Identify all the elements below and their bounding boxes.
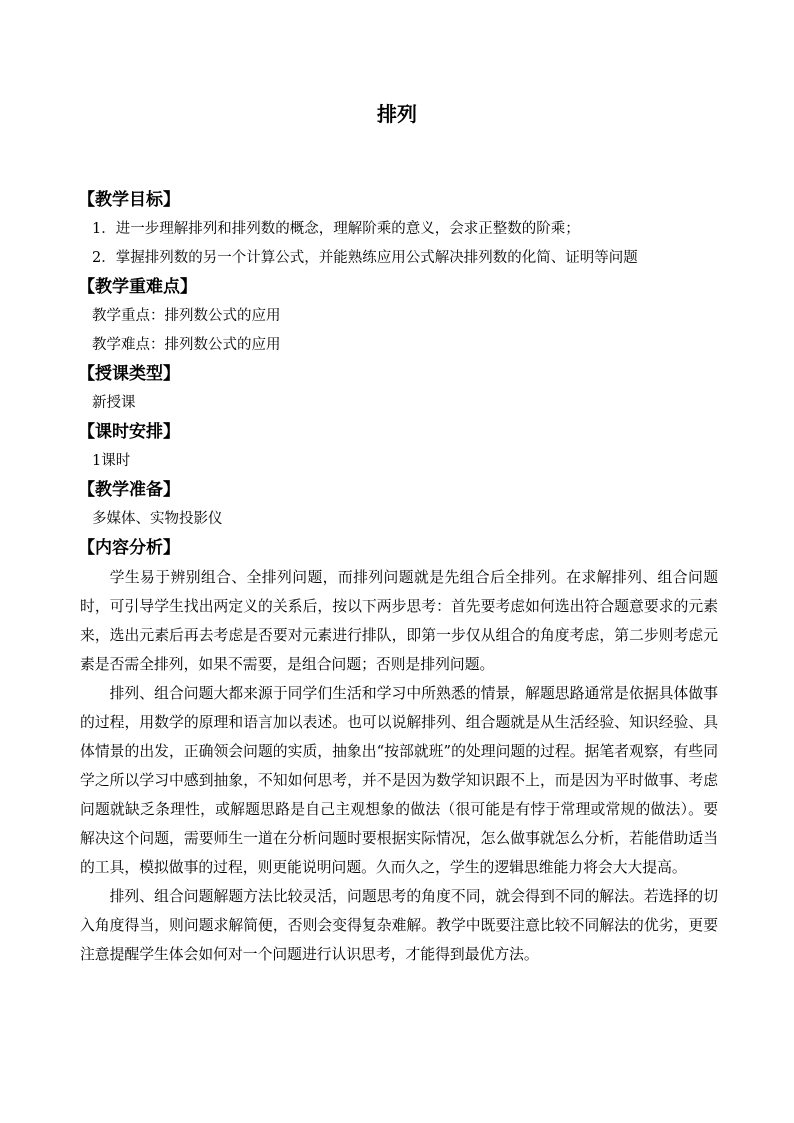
key-point-difficulty: 教学难点：排列数公式的应用 (92, 337, 281, 353)
preparation-text: 多媒体、实物投影仪 (92, 511, 223, 527)
schedule-text: 1课时 (92, 453, 131, 469)
analysis-paragraph-1: 学生易于辨别组合、全排列问题，而排列问题就是先组合后全排列。在求解排列、组合问题时，可引导学生找出两定义的关系后，按以下两步思考：首先要考虑如何选出符合题意要求的元素来，选出元素后再去考虑是否要对元素进行排队，即第一步仅从组合的角度考虑，第二步则考虑元素是否需全排列，如果不需要，是组合问题；否则是排列问题。 (80, 569, 718, 673)
section-heading-analysis: 【内容分析】 (78, 538, 180, 558)
section-heading-objectives: 【教学目标】 (78, 190, 180, 210)
section-heading-schedule: 【课时安排】 (78, 422, 180, 442)
document-title: 排列 (377, 102, 417, 126)
key-point-focus: 教学重点：排列数公式的应用 (92, 308, 281, 324)
section-heading-lesson-type: 【授课类型】 (78, 364, 180, 384)
analysis-paragraph-2: 排列、组合问题大都来源于同学们生活和学习中所熟悉的情景，解题思路通常是依据具体做事的过程，用数学的原理和语言加以表述。也可以说解排列、组合题就是从生活经验、知识经验、具体情景的出发，正确领会问题的实质，抽象出“按部就班”的处理问题的过程。据笔者观察，有些同学之所以学习中感到抽象，不知如何思考，并不是因为数学知识跟不上，而是因为平时做事、考虑问题就缺乏条理性，或解题思路是自己主观想象的做法（很可能是有悖于常理或常规的做法）。要解决这个问题，需要师生一道在分析问题时要根据实际情况，怎么做事就怎么分析，若能借助适当的工具，模拟做事的过程，则更能说明问题。久而久之，学生的逻辑思维能力将会大大提高。 (80, 685, 718, 876)
analysis-paragraph-3: 排列、组合问题解题方法比较灵活，问题思考的角度不同，就会得到不同的解法。若选择的切入角度得当，则问题求解简便，否则会变得复杂难解。教学中既要注意比较不同解法的优劣，更要注意提醒学生体会如何对一个问题进行认识思考，才能得到最优方法。 (80, 888, 718, 963)
document-content (78, 186, 718, 969)
section-heading-preparation: 【教学准备】 (78, 480, 180, 500)
lesson-type-text: 新授课 (92, 395, 136, 411)
section-heading-key-points: 【教学重难点】 (78, 277, 197, 297)
objective-item-2: 2．掌握排列数的另一个计算公式，并能熟练应用公式解决排列数的化简、证明等问题 (92, 250, 638, 266)
objective-item-1: 1．进一步理解排列和排列数的概念，理解阶乘的意义，会求正整数的阶乘； (92, 221, 580, 237)
